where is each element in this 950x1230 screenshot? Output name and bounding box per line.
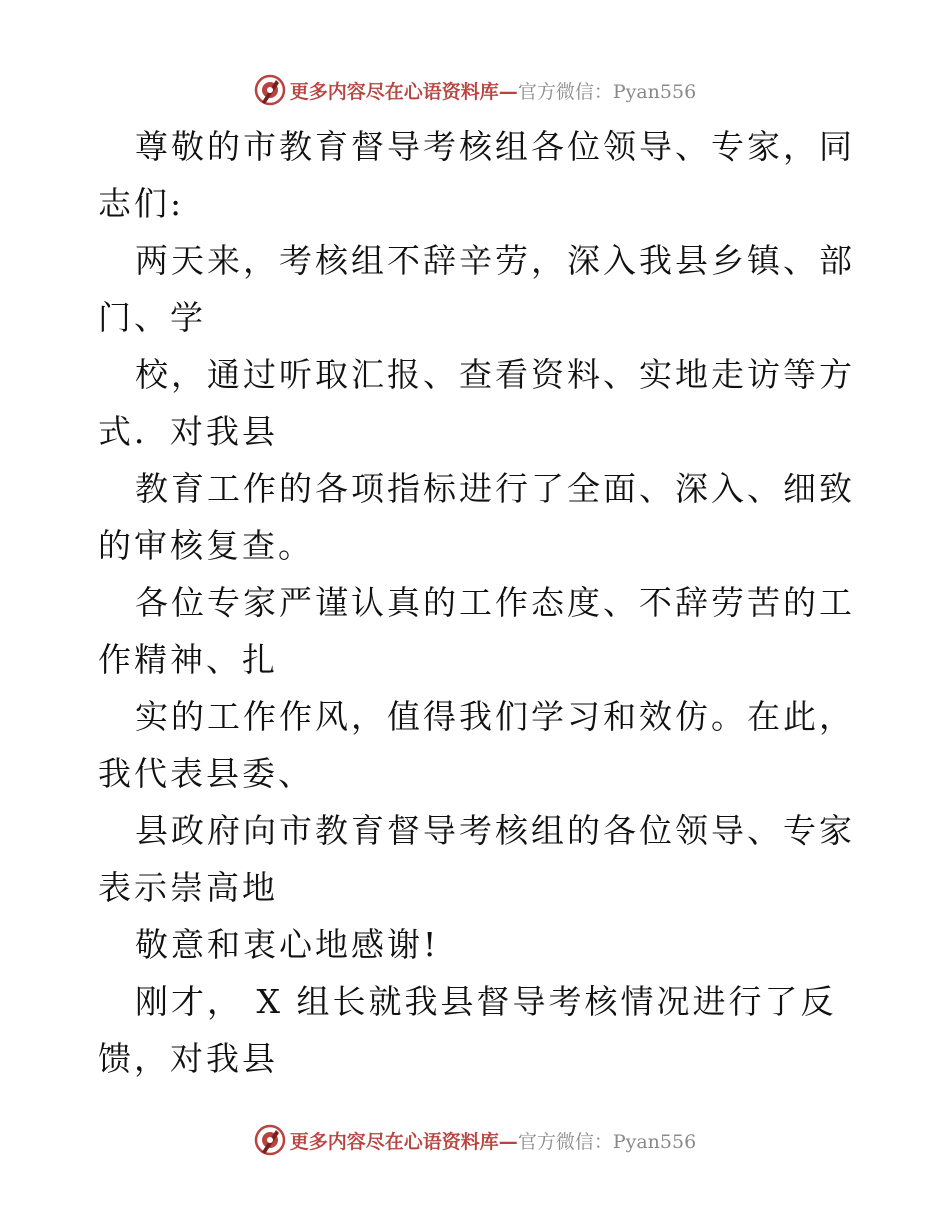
header-watermark — [0, 72, 950, 108]
paragraph: 县政府向市教育督导考核组的各位领导、专家表示崇高地 — [98, 811, 855, 907]
paragraph: 敬意和衷心地感谢! — [135, 925, 440, 964]
paragraph: 各位专家严谨认真的工作态度、不辞劳苦的工作精神、扎 — [98, 583, 855, 679]
paragraph: 尊敬的市教育督导考核组各位领导、专家，同志们: — [98, 127, 855, 223]
paragraph: 实的工作作风，值得我们学习和效仿。在此，我代表县委、 — [98, 697, 855, 793]
paragraph: 教育工作的各项指标进行了全面、深入、细致的审核复查。 — [98, 469, 855, 565]
quill-logo-icon — [254, 1124, 286, 1156]
footer-watermark — [0, 1122, 950, 1158]
watermark-text: 更多内容尽在心语资料库—官方微信：Pyan556 — [289, 1130, 697, 1153]
paragraph: 刚才， X 组长就我县督导考核情况进行了反馈，对我县 — [98, 982, 837, 1078]
watermark-text: 更多内容尽在心语资料库—官方微信：Pyan556 — [289, 80, 697, 103]
quill-logo-icon — [254, 74, 286, 106]
paragraph: 校，通过听取汇报、查看资料、实地走访等方式．对我县 — [98, 355, 855, 451]
body-text — [98, 118, 858, 1087]
paragraph: 两天来，考核组不辞辛劳，深入我县乡镇、部门、学 — [98, 241, 855, 337]
